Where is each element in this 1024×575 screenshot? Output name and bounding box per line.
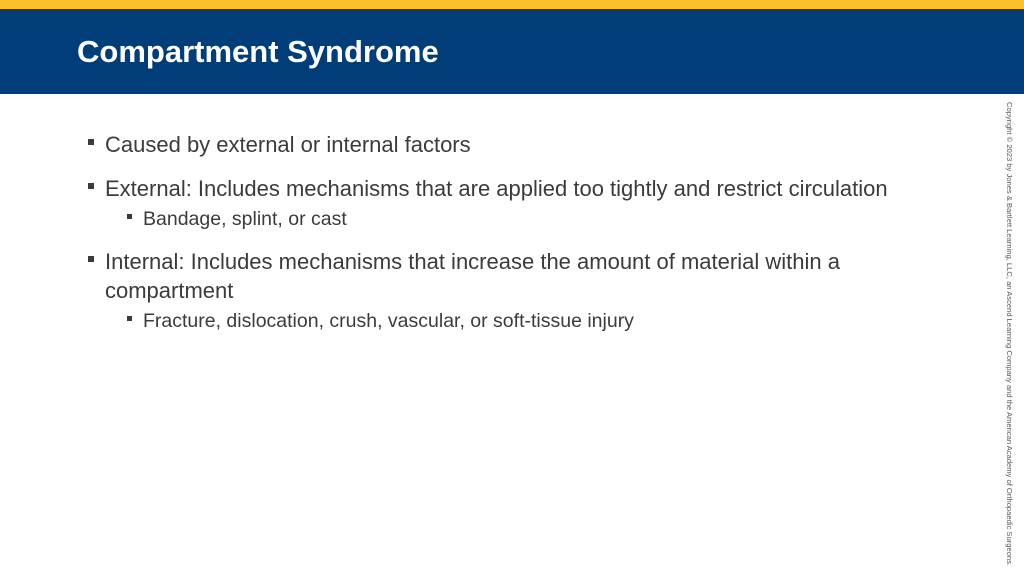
slide-content (86, 130, 916, 334)
square-bullet-icon (127, 316, 132, 321)
slide-title: Compartment Syndrome (77, 34, 439, 69)
square-bullet-icon (88, 256, 94, 262)
bullet-item (86, 174, 916, 203)
bullet-item (86, 130, 916, 159)
top-accent-stripe (0, 0, 1024, 9)
sub-bullet-text: Bandage, splint, or cast (143, 208, 347, 230)
bullet-text: External: Includes mechanisms that are applied too tightly and restrict circulation (105, 176, 888, 201)
sub-bullet-item (86, 308, 916, 334)
square-bullet-icon (88, 183, 94, 189)
bullet-item (86, 247, 916, 305)
copyright-notice: Copyright © 2023 by Jones & Bartlett Learning, LLC, an Ascend Learning Company and the American Academy of Orthopaedic Surgeons. (1005, 102, 1014, 567)
bullet-text: Caused by external or internal factors (105, 132, 471, 157)
square-bullet-icon (127, 214, 132, 219)
bullet-text: Internal: Includes mechanisms that increase the amount of material within a compartment (105, 249, 840, 303)
sub-bullet-item (86, 206, 916, 232)
square-bullet-icon (88, 139, 94, 145)
sub-bullet-text: Fracture, dislocation, crush, vascular, or soft-tissue injury (143, 310, 634, 332)
